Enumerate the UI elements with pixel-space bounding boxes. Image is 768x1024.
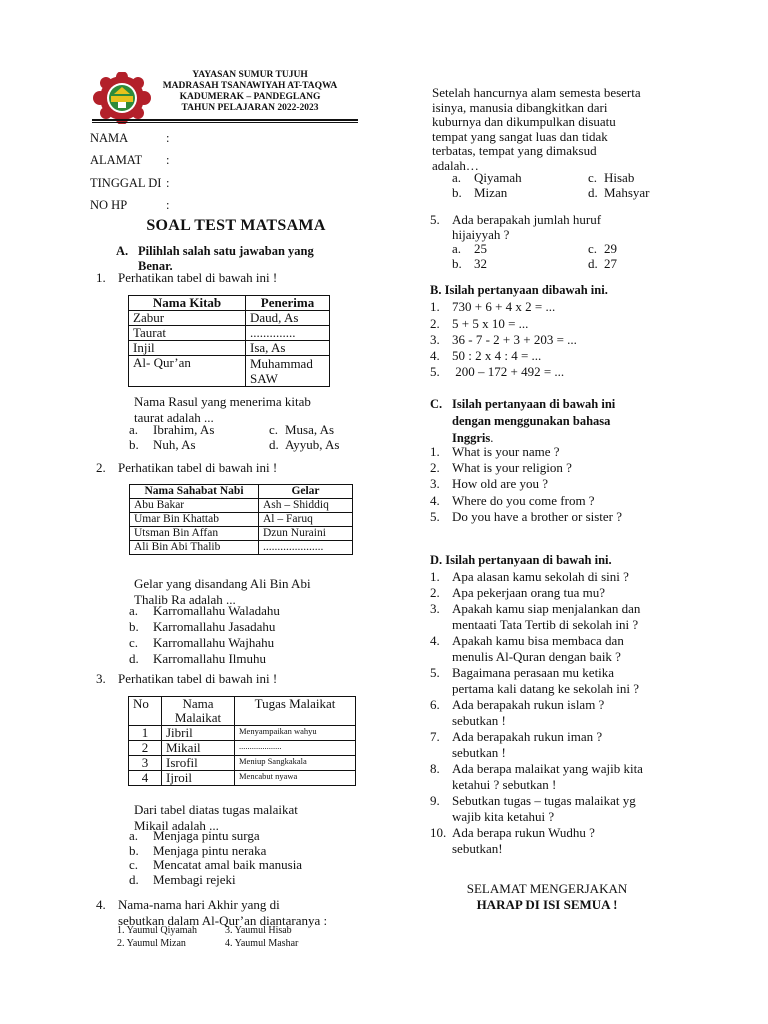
section-b-heading: B. Isilah pertanyaan dibawah ini.	[430, 283, 608, 297]
option[interactable]: c. Musa, As	[269, 422, 335, 437]
option[interactable]: a. Ibrahim, As	[129, 422, 215, 437]
option[interactable]: d. Ayyub, As	[269, 437, 340, 452]
question-3-text: Dari tabel diatas tugas malaikat Mikail adalah ...	[134, 802, 298, 833]
school-name: MADRASAH TSANAWIYAH AT-TAQWA	[162, 81, 338, 91]
table-kitab	[128, 295, 330, 387]
list-item: 3. 36 - 7 - 2 + 3 + 203 = ...	[430, 332, 577, 347]
table-row: Zabur Daud, As	[129, 311, 330, 326]
list-item: 5. 200 – 172 + 492 = ...	[430, 364, 565, 379]
question-4-list	[117, 924, 357, 950]
identity-nama[interactable]: NAMA :	[90, 131, 170, 145]
table-header: Nama Kitab	[129, 296, 246, 311]
option[interactable]: c. Karromallahu Wajhahu	[129, 635, 275, 650]
question-1: 1. Perhatikan tabel di bawah ini !	[96, 270, 278, 285]
list-item: 2. Apa pekerjaan orang tua mu?	[430, 585, 606, 600]
option[interactable]: d. Membagi rejeki	[129, 871, 236, 887]
table-header: Nama Sahabat Nabi	[130, 485, 259, 499]
table-row: Al- Qur’an Muhammad SAW	[129, 356, 330, 387]
option[interactable]: d. Karromallahu Ilmuhu	[129, 651, 266, 666]
list-item: 4. Apakah kamu bisa membaca dan menulis Al-Quran dengan baik ?	[430, 633, 624, 664]
table-malaikat	[128, 696, 356, 786]
question-1-options	[129, 422, 369, 452]
page-title: SOAL TEST MATSAMA	[146, 217, 326, 234]
list-item: 2. Yaumul Mizan	[117, 938, 186, 949]
option[interactable]: b. Karromallahu Jasadahu	[129, 619, 276, 634]
option[interactable]: c. Mencatat amal baik manusia	[129, 857, 303, 872]
list-item: 3. How old are you ?	[430, 476, 549, 491]
list-item: 1. What is your name ?	[430, 444, 560, 459]
list-item: 9. Sebutkan tugas – tugas malaikat yg wajib kita ketahui ?	[430, 793, 636, 824]
list-item: 6. Ada berapakah rukun islam ? sebutkan !	[430, 697, 605, 728]
list-item: 1. Yaumul Qiyamah	[117, 925, 197, 936]
table-header: No	[129, 697, 162, 726]
list-item: 1. Apa alasan kamu sekolah di sini ?	[430, 569, 629, 584]
option[interactable]: d. 27	[588, 256, 617, 271]
school-header	[150, 70, 350, 114]
option[interactable]: d. Mahsyar	[588, 185, 650, 200]
option[interactable]: c. 29	[588, 241, 617, 256]
table-row: Ali Bin Abi Thalib .....................	[130, 541, 353, 555]
list-item: 5. Bagaimana perasaan mu ketika pertama kali datang ke sekolah ini ?	[430, 665, 639, 696]
list-item: 2. What is your religion ?	[430, 460, 572, 475]
closing-message	[432, 881, 662, 913]
table-row: 3 Isrofil Meniup Sangkakala	[129, 756, 356, 771]
school-logo	[92, 72, 152, 124]
table-row: Abu Bakar Ash – Shiddiq	[130, 499, 353, 513]
section-c-heading: C. Isilah pertanyaan di bawah ini dengan menggunakan bahasa Inggris.	[430, 397, 616, 445]
identity-label: ALAMAT	[90, 153, 143, 167]
table-row: Taurat ..............	[129, 326, 330, 341]
question-5: 5. Ada berapakah jumlah huruf hijaiyyah ?	[430, 212, 602, 242]
question-4-options	[452, 170, 692, 200]
list-item: 10. Ada berapa rukun Wudhu ? sebutkan!	[430, 825, 595, 856]
option[interactable]: b. Nuh, As	[129, 437, 196, 452]
table-row: 4 Ijroil Mencabut nyawa	[129, 771, 356, 786]
question-4: 4. Nama-nama hari Akhir yang di sebutkan dalam Al-Qur’an diantaranya :	[96, 897, 328, 928]
table-header: Nama Malaikat	[162, 697, 235, 726]
school-location: KADUMERAK – PANDEGLANG	[179, 92, 321, 102]
closing-line-2: HARAP DI ISI SEMUA !	[476, 897, 618, 912]
identity-label: NO HP	[90, 198, 128, 212]
table-row: 1 Jibril Menyampaikan wahyu	[129, 726, 356, 741]
option[interactable]: a. Karromallahu Waladahu	[129, 603, 280, 618]
section-a-heading: A. Pilihlah salah satu jawaban yang Benar.	[116, 244, 314, 273]
option[interactable]: a. Qiyamah	[452, 170, 522, 185]
logo-emblem-icon	[93, 72, 151, 124]
table-row: 2 Mikail ....................	[129, 741, 356, 756]
list-item: 2. 5 + 5 x 10 = ...	[430, 316, 529, 331]
section-d-list	[430, 569, 700, 857]
identity-tinggal[interactable]: TINGGAL DI :	[90, 176, 170, 190]
list-item: 4. Yaumul Mashar	[225, 938, 299, 949]
identity-alamat[interactable]: ALAMAT :	[90, 153, 170, 167]
table-row: Utsman Bin Affan Dzun Nuraini	[130, 527, 353, 541]
table-sahabat	[129, 484, 353, 555]
list-item: 7. Ada berapakah rukun iman ? sebutkan !	[430, 729, 603, 760]
identity-label: TINGGAL DI	[90, 176, 162, 190]
identity-label: NAMA	[90, 131, 129, 145]
option[interactable]: b. Menjaga pintu neraka	[129, 842, 267, 858]
question-2-text: Gelar yang disandang Ali Bin Abi Thalib Ra adalah ...	[134, 576, 311, 607]
academic-year: TAHUN PELAJARAN 2022-2023	[181, 103, 319, 113]
list-item: 4. 50 : 2 x 4 : 4 = ...	[430, 348, 542, 363]
list-item: 8. Ada berapa malaikat yang wajib kita ketahui ? sebutkan !	[430, 761, 643, 792]
list-item: 1. 730 + 6 + 4 x 2 = ...	[430, 299, 556, 314]
question-3-options	[129, 829, 369, 887]
table-row: Umar Bin Khattab Al – Faruq	[130, 513, 353, 527]
foundation-name: YAYASAN SUMUR TUJUH	[192, 70, 308, 80]
header-divider	[92, 119, 358, 123]
option[interactable]: c. Hisab	[588, 170, 635, 185]
section-d-heading: D. Isilah pertanyaan di bawah ini.	[430, 553, 612, 567]
list-item: 3. Yaumul Hisab	[225, 925, 292, 936]
question-3: 3. Perhatikan tabel di bawah ini !	[96, 671, 278, 686]
table-header: Gelar	[259, 485, 353, 499]
identity-nohp[interactable]: NO HP :	[90, 198, 170, 212]
question-2: 2. Perhatikan tabel di bawah ini !	[96, 460, 278, 475]
table-header: Penerima	[246, 296, 330, 311]
option[interactable]: b. Mizan	[452, 185, 508, 200]
table-row: Injil Isa, As	[129, 341, 330, 356]
question-4-continuation: Setelah hancurnya alam semesta beserta isinya, manusia dibangkitkan dari kuburnya dan dikumpulkan disuatu tempat yang sangat luas dan tidak terbatas, tempat yang dimaksud adalah…	[432, 85, 641, 173]
list-item: 3. Apakah kamu siap menjalankan dan mentaati Tata Tertib di sekolah ini ?	[430, 601, 641, 632]
option[interactable]: b. 32	[452, 256, 487, 271]
question-5-options	[452, 241, 692, 271]
option[interactable]: a. 25	[452, 241, 487, 256]
list-item: 4. Where do you come from ?	[430, 493, 595, 508]
option[interactable]: a. Menjaga pintu surga	[129, 828, 260, 843]
table-header: Tugas Malaikat	[235, 697, 356, 726]
question-2-options	[129, 603, 369, 667]
closing-line-1: SELAMAT MENGERJAKAN	[466, 881, 628, 896]
question-1-text: Nama Rasul yang menerima kitab taurat adalah ...	[134, 394, 311, 425]
list-item: 5. Do you have a brother or sister ?	[430, 509, 623, 524]
